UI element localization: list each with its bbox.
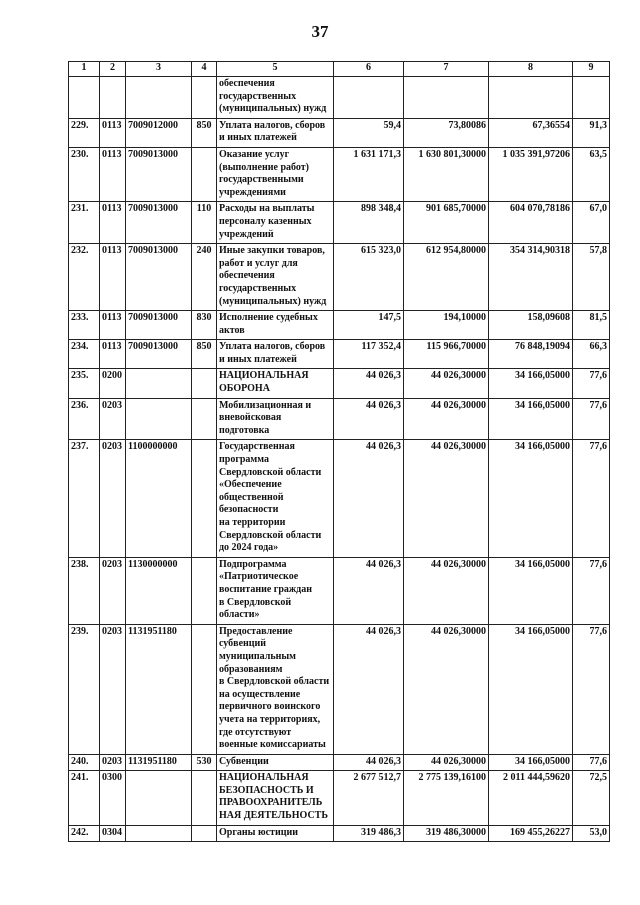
item-name-cell: Мобилизационная и вневойсковая подготовка [217,398,334,440]
expense-type-cell [192,825,217,842]
amount-col6-cell: 44 026,3 [334,754,404,771]
item-name-cell: Предоставление субвенций муниципальным образованиям в Свердловской области на осуществление первичного воинского учета на территориях, где отсутствуют военные комиссариаты [217,624,334,754]
page-number: 37 [311,22,329,41]
budget-table [68,61,610,842]
section-code-cell: 0304 [100,825,126,842]
amount-col8-cell: 169 455,26227 [489,825,573,842]
amount-col7-cell: 194,10000 [404,311,489,340]
amount-col7-cell: 44 026,30000 [404,369,489,398]
table-row [69,340,610,369]
item-name-cell: Уплата налогов, сборов и иных платежей [217,118,334,147]
section-code-cell: 0203 [100,398,126,440]
amount-col6-cell: 44 026,3 [334,398,404,440]
amount-col8-cell: 34 166,05000 [489,440,573,557]
amount-col7-cell: 44 026,30000 [404,398,489,440]
section-code-cell: 0113 [100,311,126,340]
table-row [69,624,610,754]
amount-col7-cell: 44 026,30000 [404,754,489,771]
item-name-cell: Расходы на выплаты персоналу казенных учреждений [217,202,334,244]
row-number-cell: 233. [69,311,100,340]
amount-col7-cell: 73,80086 [404,118,489,147]
percent-col9-cell: 77,6 [573,557,610,624]
percent-col9-cell: 77,6 [573,754,610,771]
table-row [69,369,610,398]
row-number-cell: 235. [69,369,100,398]
table-row [69,77,610,119]
table-row [69,147,610,201]
section-code-cell: 0113 [100,118,126,147]
row-number-cell: 231. [69,202,100,244]
amount-col7-cell: 2 775 139,16100 [404,771,489,825]
amount-col7-cell: 44 026,30000 [404,557,489,624]
table-row [69,118,610,147]
row-number-cell [69,77,100,119]
amount-col6-cell: 319 486,3 [334,825,404,842]
table-row [69,311,610,340]
item-name-cell: Субвенции [217,754,334,771]
row-number-cell: 241. [69,771,100,825]
expense-type-cell: 110 [192,202,217,244]
target-code-cell: 7009012000 [126,118,192,147]
table-row [69,440,610,557]
expense-type-cell [192,440,217,557]
percent-col9-cell: 77,6 [573,398,610,440]
amount-col7-cell: 44 026,30000 [404,440,489,557]
row-number-cell: 240. [69,754,100,771]
percent-col9-cell: 63,5 [573,147,610,201]
target-code-cell [126,398,192,440]
percent-col9-cell: 66,3 [573,340,610,369]
target-code-cell: 1131951180 [126,754,192,771]
section-code-cell: 0203 [100,624,126,754]
amount-col7-cell: 319 486,30000 [404,825,489,842]
target-code-cell: 1131951180 [126,624,192,754]
item-name-cell: Иные закупки товаров, работ и услуг для обеспечения государственных (муниципальных) нужд [217,244,334,311]
amount-col8-cell: 34 166,05000 [489,369,573,398]
header-cell-9: 9 [573,62,610,77]
target-code-cell [126,77,192,119]
target-code-cell: 7009013000 [126,147,192,201]
row-number-cell: 230. [69,147,100,201]
amount-col6-cell: 59,4 [334,118,404,147]
amount-col6-cell: 147,5 [334,311,404,340]
header-cell-8: 8 [489,62,573,77]
table-row [69,557,610,624]
amount-col7-cell: 612 954,80000 [404,244,489,311]
amount-col6-cell: 1 631 171,3 [334,147,404,201]
item-name-cell: Оказание услуг (выполнение работ) государственными учреждениями [217,147,334,201]
target-code-cell: 1130000000 [126,557,192,624]
amount-col6-cell: 44 026,3 [334,624,404,754]
item-name-cell: НАЦИОНАЛЬНАЯ ОБОРОНА [217,369,334,398]
expense-type-cell [192,624,217,754]
target-code-cell [126,825,192,842]
section-code-cell [100,77,126,119]
expense-type-cell [192,77,217,119]
section-code-cell: 0203 [100,754,126,771]
header-cell-2: 2 [100,62,126,77]
amount-col8-cell: 604 070,78186 [489,202,573,244]
item-name-cell: Подпрограмма «Патриотическое воспитание граждан в Свердловской области» [217,557,334,624]
row-number-cell: 242. [69,825,100,842]
header-cell-7: 7 [404,62,489,77]
amount-col7-cell: 44 026,30000 [404,624,489,754]
amount-col6-cell [334,77,404,119]
amount-col8-cell: 354 314,90318 [489,244,573,311]
amount-col8-cell: 2 011 444,59620 [489,771,573,825]
target-code-cell [126,771,192,825]
table-body [69,77,610,842]
amount-col8-cell: 34 166,05000 [489,398,573,440]
percent-col9-cell: 77,6 [573,369,610,398]
expense-type-cell [192,369,217,398]
expense-type-cell: 830 [192,311,217,340]
table-row [69,398,610,440]
target-code-cell: 1100000000 [126,440,192,557]
header-cell-5: 5 [217,62,334,77]
header-cell-3: 3 [126,62,192,77]
target-code-cell: 7009013000 [126,202,192,244]
percent-col9-cell: 72,5 [573,771,610,825]
expense-type-cell [192,147,217,201]
amount-col8-cell: 67,36554 [489,118,573,147]
table-row [69,825,610,842]
section-code-cell: 0113 [100,147,126,201]
table-row [69,771,610,825]
header-cell-1: 1 [69,62,100,77]
percent-col9-cell [573,77,610,119]
expense-type-cell: 240 [192,244,217,311]
amount-col7-cell: 1 630 801,30000 [404,147,489,201]
target-code-cell: 7009013000 [126,311,192,340]
target-code-cell: 7009013000 [126,340,192,369]
amount-col8-cell: 34 166,05000 [489,557,573,624]
section-code-cell: 0203 [100,557,126,624]
percent-col9-cell: 81,5 [573,311,610,340]
amount-col6-cell: 44 026,3 [334,369,404,398]
amount-col8-cell: 1 035 391,97206 [489,147,573,201]
row-number-cell: 239. [69,624,100,754]
amount-col7-cell: 901 685,70000 [404,202,489,244]
row-number-cell: 229. [69,118,100,147]
item-name-cell: обеспечения государственных (муниципальных) нужд [217,77,334,119]
item-name-cell: НАЦИОНАЛЬНАЯ БЕЗОПАСНОСТЬ И ПРАВООХРАНИТЕЛЬ НАЯ ДЕЯТЕЛЬНОСТЬ [217,771,334,825]
amount-col7-cell: 115 966,70000 [404,340,489,369]
section-code-cell: 0203 [100,440,126,557]
row-number-cell: 234. [69,340,100,369]
expense-type-cell: 530 [192,754,217,771]
amount-col8-cell: 34 166,05000 [489,624,573,754]
percent-col9-cell: 91,3 [573,118,610,147]
expense-type-cell [192,771,217,825]
amount-col8-cell [489,77,573,119]
header-row [69,62,610,77]
amount-col6-cell: 44 026,3 [334,440,404,557]
amount-col6-cell: 615 323,0 [334,244,404,311]
table-row [69,754,610,771]
expense-type-cell [192,557,217,624]
section-code-cell: 0300 [100,771,126,825]
percent-col9-cell: 53,0 [573,825,610,842]
amount-col8-cell: 34 166,05000 [489,754,573,771]
expense-type-cell: 850 [192,340,217,369]
percent-col9-cell: 77,6 [573,624,610,754]
section-code-cell: 0113 [100,340,126,369]
row-number-cell: 232. [69,244,100,311]
amount-col6-cell: 117 352,4 [334,340,404,369]
amount-col8-cell: 158,09608 [489,311,573,340]
item-name-cell: Исполнение судебных актов [217,311,334,340]
section-code-cell: 0113 [100,244,126,311]
row-number-cell: 236. [69,398,100,440]
amount-col8-cell: 76 848,19094 [489,340,573,369]
amount-col6-cell: 898 348,4 [334,202,404,244]
item-name-cell: Государственная программа Свердловской области «Обеспечение общественной безопасности на территории Свердловской области до 2024 года» [217,440,334,557]
amount-col7-cell [404,77,489,119]
percent-col9-cell: 67,0 [573,202,610,244]
section-code-cell: 0200 [100,369,126,398]
amount-col6-cell: 2 677 512,7 [334,771,404,825]
row-number-cell: 237. [69,440,100,557]
item-name-cell: Органы юстиции [217,825,334,842]
amount-col6-cell: 44 026,3 [334,557,404,624]
item-name-cell: Уплата налогов, сборов и иных платежей [217,340,334,369]
header-cell-4: 4 [192,62,217,77]
target-code-cell [126,369,192,398]
expense-type-cell: 850 [192,118,217,147]
table-row [69,244,610,311]
row-number-cell: 238. [69,557,100,624]
table-row [69,202,610,244]
section-code-cell: 0113 [100,202,126,244]
table-header [69,62,610,77]
expense-type-cell [192,398,217,440]
percent-col9-cell: 57,8 [573,244,610,311]
target-code-cell: 7009013000 [126,244,192,311]
percent-col9-cell: 77,6 [573,440,610,557]
header-cell-6: 6 [334,62,404,77]
